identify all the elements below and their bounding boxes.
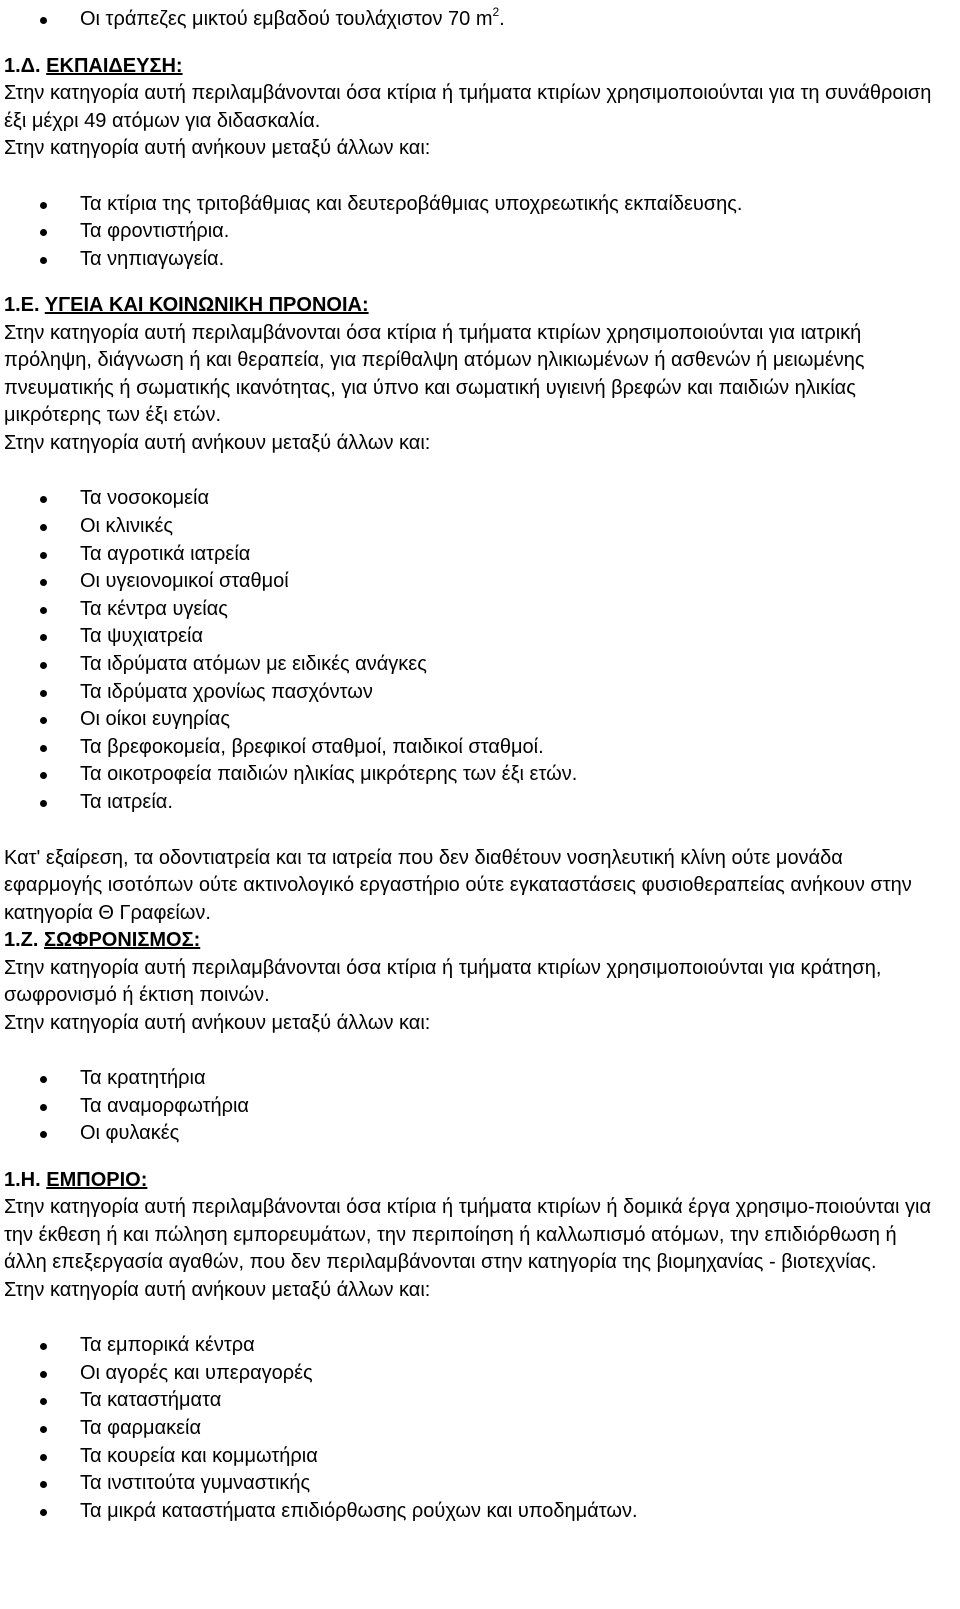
list-item-tail: . [499,8,505,30]
list-item [0,513,960,541]
bullet-icon [40,1398,47,1405]
bullet-icon [40,496,47,503]
bullet-icon [40,1343,47,1350]
list-item-text: Τα φροντιστήρια. [80,220,230,243]
section-number: 1.Δ. [4,54,47,77]
list-item [0,706,960,734]
section-heading [0,53,960,81]
list-item-text: Τα καταστήματα [80,1389,222,1412]
bullet-icon [40,1104,47,1111]
list-item [0,246,960,274]
list-item [0,596,960,624]
list-item-text: Τα νοσοκομεία [80,487,210,510]
bullet-icon [40,1426,47,1433]
bullet-icon [40,1509,47,1516]
bullet-icon [40,717,47,724]
list-item [0,485,960,513]
bullet-icon [40,552,47,559]
section-heading [0,292,960,320]
list-item-text: Τα ψυχιατρεία [80,625,204,648]
bullet-icon [40,257,47,264]
list-item-text: Τα κέντρα υγείας [80,597,228,620]
section-includes: Στην κατηγορία αυτή ανήκουν μεταξύ άλλων και: [4,137,431,160]
list-item-text: Οι υγειονομικοί σταθμοί [80,570,289,593]
bullet-list [0,485,960,816]
list-item-text: Τα μικρά καταστήματα επιδιόρθωσης ρούχων και υποδημάτων. [80,1499,638,1522]
section-number: 1.Η. [4,1168,47,1191]
list-item-text: Τα ινστιτούτα γυμναστικής [80,1472,311,1495]
section-title: ΕΜΠΟΡΙΟ: [46,1168,148,1191]
bullet-icon [40,1454,47,1461]
list-item [0,679,960,707]
list-item [0,734,960,762]
list-item-text: Οι οίκοι ευγηρίας [80,708,230,731]
list-item [0,1498,960,1526]
top-bullet-list [0,6,960,34]
list-item [0,1093,960,1121]
bullet-icon [40,634,47,641]
bullet-icon [40,202,47,209]
section-title: ΣΩΦΡΟΝΙΣΜΟΣ: [44,929,201,951]
list-item [0,1120,960,1148]
section-heading [0,1167,960,1195]
list-item [0,761,960,789]
list-item [0,789,960,817]
section-intro: Στην κατηγορία αυτή περιλαμβάνονται όσα κτίρια ή τμήματα κτιρίων χρησιμοποιούνται για κράτηση, σωφρονισμό ή έκτιση ποινών. [4,956,882,1006]
bullet-icon [40,745,47,752]
list-item-text: Τα φαρμακεία [80,1417,202,1440]
section-intro: Στην κατηγορία αυτή περιλαμβάνονται όσα κτίρια ή τμήματα κτιρίων χρησιμοποιούνται για τη συνάθροιση έξι μέχρι 49 ατόμων για διδασκαλία. [4,82,932,132]
bullet-list [0,1332,960,1525]
section-includes: Στην κατηγορία αυτή ανήκουν μεταξύ άλλων και: [4,431,431,454]
bullet-list [0,1065,960,1148]
list-item-text: Τα νηπιαγωγεία. [80,247,225,270]
section-intro: Στην κατηγορία αυτή περιλαμβάνονται όσα κτίρια ή τμήματα κτιρίων χρησιμοποιούνται για ιατρική πρόληψη, διάγνωση ή και θεραπεία, για περίθαλψη ατόμων ηλικιωμένων ή ασθενών ή μειωμένης πνευματικής ή σωματικής ικανότητας, για ύπνο και σωματική υγιεινή βρεφών και παιδιών ηλικίας μικρότερης των έξι ετών. [4,321,865,427]
list-item-text: Τα ιδρύματα ατόμων με ειδικές ανάγκες [80,652,427,675]
section-title: ΕΚΠΑΙΔΕΥΣΗ: [46,54,183,77]
list-item [0,1415,960,1443]
list-item-text: Τα κουρεία και κομμωτήρια [80,1444,318,1467]
section-includes: Στην κατηγορία αυτή ανήκουν μεταξύ άλλων και: [4,1011,431,1034]
bullet-icon [40,17,47,24]
list-item [0,1387,960,1415]
bullet-icon [40,690,47,697]
list-item [0,218,960,246]
bullet-list [0,191,960,274]
section-number: 1.Ζ. [4,929,45,951]
section-includes: Στην κατηγορία αυτή ανήκουν μεταξύ άλλων και: [4,1278,431,1301]
bullet-icon [40,524,47,531]
list-item-text: Οι φυλακές [80,1122,180,1145]
list-item-text: Τα οικοτροφεία παιδιών ηλικίας μικρότερης των έξι ετών. [80,763,578,786]
section-correction [0,927,960,1167]
list-item [0,651,960,679]
list-item [0,191,960,219]
list-item-text: Τα αναμορφωτήρια [80,1094,249,1117]
list-item-text: Οι αγορές και υπεραγορές [80,1361,313,1384]
bullet-icon [40,1131,47,1138]
section-number: 1.Ε. [4,294,45,317]
list-item-text: Τα βρεφοκομεία, βρεφικοί σταθμοί, παιδικοί σταθμοί. [80,735,544,758]
section-heading [0,927,960,955]
list-item [0,568,960,596]
bullet-icon [40,1076,47,1083]
bullet-icon [40,229,47,236]
bullet-icon [40,662,47,669]
bullet-icon [40,607,47,614]
bullet-icon [40,579,47,586]
list-item-text: Τα κτίρια της τριτοβάθμιας και δευτεροβάθμιας υποχρεωτικής εκπαίδευσης. [80,192,743,215]
section-education [0,53,960,293]
list-item-text: Οι κλινικές [80,514,173,537]
list-item-text: Τα εμπορικά κέντρα [80,1334,255,1357]
list-item [0,541,960,569]
list-item [0,1065,960,1093]
bullet-icon [40,772,47,779]
bullet-icon [40,800,47,807]
list-item [0,6,960,34]
list-item-text: Τα αγροτικά ιατρεία [80,542,251,565]
section-intro: Στην κατηγορία αυτή περιλαμβάνονται όσα κτίρια ή τμήματα κτιρίων ή δομικά έργα χρησιμο-ποιούνται για την έκθεση ή και πώληση εμπορευμάτων, την περιποίηση ή καλλωπισμό ατόμων, την επιδιόρθωση ή άλλη επεξεργασία αγαθών, που δεν περιλαμβάνονται στην κατηγορία της βιομηχανίας - βιοτεχνίας. [4,1196,932,1274]
bullet-icon [40,1371,47,1378]
list-item [0,1470,960,1498]
list-item [0,1443,960,1471]
list-item-text: Τα ιατρεία. [80,790,173,813]
section-health [0,292,960,927]
superscript: 2 [492,5,500,19]
list-item [0,1332,960,1360]
list-item-text: Τα ιδρύματα χρονίως πασχόντων [80,680,373,703]
section-title: ΥΓΕΙΑ ΚΑΙ ΚΟΙΝΩΝΙΚΗ ΠΡΟΝΟΙΑ: [44,294,369,317]
list-item [0,623,960,651]
section-exception: Κατ' εξαίρεση, τα οδοντιατρεία και τα ιατρεία που δεν διαθέτουν νοσηλευτική κλίνη ούτε μονάδα εφαρμογής ισοτόπων ούτε ακτινολογικό εργαστήριο ούτε εγκαταστάσεις φυσιοθεραπείας ανήκουν στην κατηγορία Θ Γραφείων. [4,846,912,924]
list-item-text: Οι τράπεζες μικτού εμβαδού τουλάχιστον 70 m [80,8,493,30]
list-item [0,1360,960,1388]
list-item-text: Τα κρατητήρια [80,1067,206,1089]
section-commerce [0,1167,960,1526]
bullet-icon [40,1481,47,1488]
